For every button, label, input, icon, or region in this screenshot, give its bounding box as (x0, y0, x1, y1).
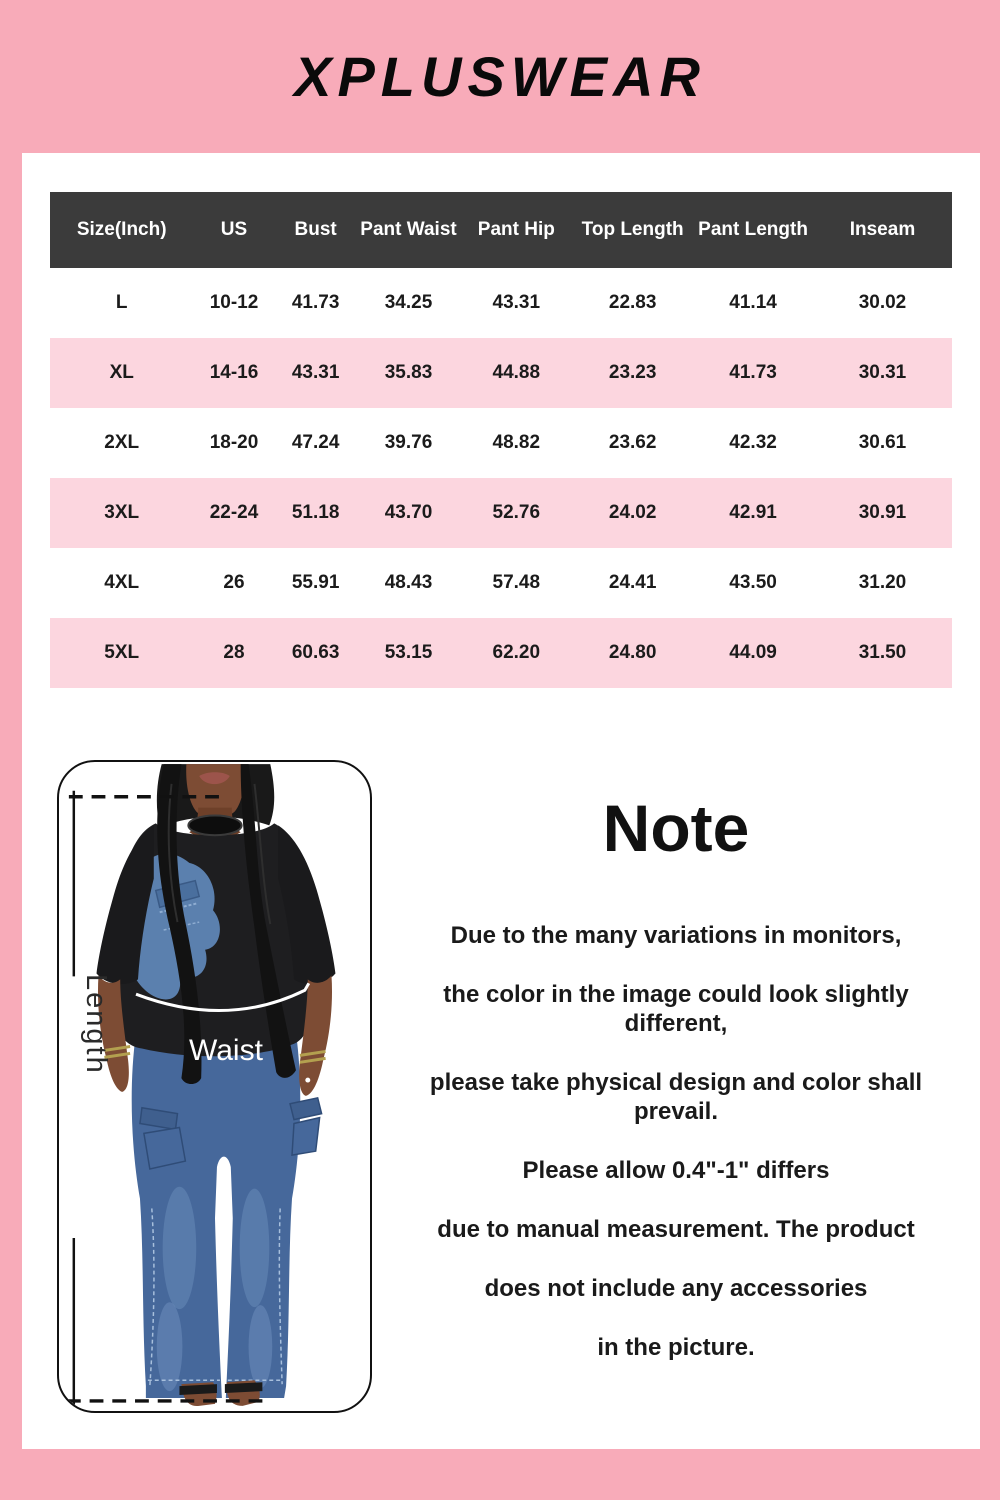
table-cell: 44.88 (492, 362, 541, 383)
table-cell: 26 (223, 572, 245, 593)
column-header: Inseam (849, 219, 916, 240)
table-cell: 22-24 (209, 502, 259, 523)
note-line: please take physical design and color shall prevail. (429, 1069, 923, 1125)
table-cell: 24.02 (608, 502, 657, 523)
table-cell: 28 (223, 642, 245, 663)
column-header: US (220, 219, 248, 240)
table-cell: 24.41 (608, 572, 657, 593)
note-line: Due to the many variations in monitors, (450, 922, 902, 949)
table-cell: 23.62 (608, 432, 657, 453)
table-cell: 22.83 (608, 292, 657, 313)
brand-logo: XPLUSWEAR (294, 45, 706, 108)
table-cell: 41.14 (729, 292, 777, 313)
table-row (50, 478, 952, 548)
table-cell: 43.31 (291, 362, 340, 383)
column-header: Top Length (581, 219, 684, 240)
waist-curve (136, 983, 309, 1010)
table-cell: 47.24 (291, 432, 340, 453)
note-title: Note (602, 791, 750, 865)
table-cell: 30.91 (858, 502, 907, 523)
note-line: Please allow 0.4"-1" differs (522, 1157, 830, 1184)
note-line: the color in the image could look slightly different, (443, 981, 909, 1037)
size-cell: L (115, 292, 128, 313)
table-cell: 41.73 (291, 292, 340, 313)
table-cell: 18-20 (209, 432, 259, 453)
column-header: Bust (294, 219, 337, 240)
size-cell: XL (109, 362, 134, 383)
table-row (50, 408, 952, 478)
table-cell: 43.70 (384, 502, 433, 523)
table-cell: 51.18 (291, 502, 340, 523)
table-row (50, 268, 952, 338)
table-cell: 35.83 (384, 362, 433, 383)
size-chart-card (22, 153, 980, 1449)
table-cell: 10-12 (209, 292, 259, 313)
note-line: due to manual measurement. The product (437, 1216, 915, 1243)
note-section (400, 793, 952, 1392)
brand-header (0, 0, 1000, 153)
table-cell: 42.91 (729, 502, 777, 523)
table-row (50, 338, 952, 408)
size-cell: 2XL (104, 432, 140, 453)
table-row (50, 618, 952, 688)
table-cell: 41.73 (729, 362, 777, 383)
table-cell: 48.82 (492, 432, 541, 453)
table-cell: 43.50 (729, 572, 777, 593)
column-header: Pant Length (698, 219, 808, 240)
table-cell: 31.50 (858, 642, 907, 663)
table-cell: 44.09 (729, 642, 777, 663)
column-header: Size(Inch) (76, 219, 167, 240)
table-cell: 42.32 (729, 432, 777, 453)
note-line: does not include any accessories (484, 1275, 868, 1302)
size-chart-table (50, 192, 952, 688)
length-label: Length (80, 974, 112, 1075)
table-cell: 52.76 (492, 502, 541, 523)
table-header-row (50, 192, 952, 268)
table-cell: 14-16 (209, 362, 259, 383)
column-header: Pant Hip (477, 219, 555, 240)
table-cell: 23.23 (608, 362, 657, 383)
size-cell: 5XL (104, 642, 140, 663)
table-cell: 48.43 (384, 572, 433, 593)
size-cell: 3XL (104, 502, 140, 523)
note-line: in the picture. (597, 1334, 755, 1361)
waist-label: Waist (189, 1034, 263, 1067)
table-cell: 55.91 (291, 572, 340, 593)
table-cell: 24.80 (608, 642, 657, 663)
table-cell: 30.31 (858, 362, 907, 383)
size-cell: 4XL (104, 572, 140, 593)
table-row (50, 548, 952, 618)
measurement-annotations (59, 762, 370, 1411)
column-header: Pant Waist (360, 219, 457, 240)
table-cell: 53.15 (384, 642, 433, 663)
table-cell: 30.02 (858, 292, 907, 313)
measurement-figure (57, 760, 372, 1413)
table-cell: 30.61 (858, 432, 907, 453)
table-cell: 39.76 (384, 432, 433, 453)
table-cell: 60.63 (291, 642, 340, 663)
table-cell: 43.31 (492, 292, 541, 313)
table-cell: 57.48 (492, 572, 541, 593)
table-cell: 31.20 (858, 572, 907, 593)
table-cell: 34.25 (384, 292, 433, 313)
table-cell: 62.20 (492, 642, 541, 663)
